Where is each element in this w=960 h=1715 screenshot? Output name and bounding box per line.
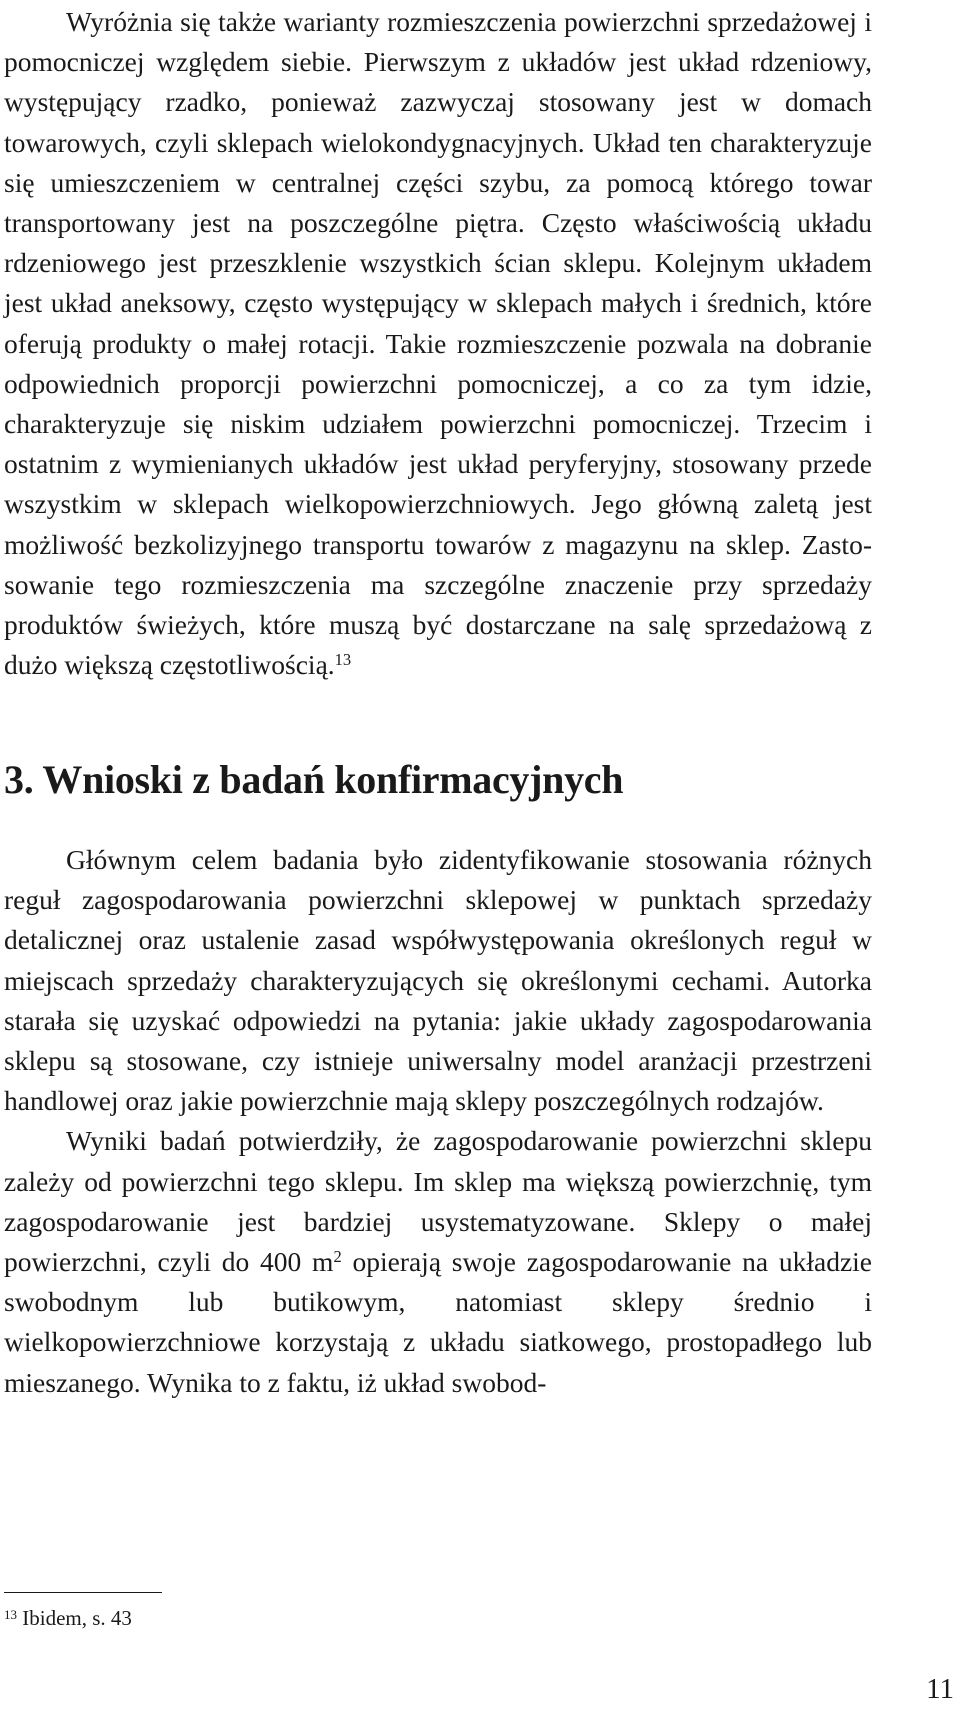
body-text-bottom [4, 840, 872, 1403]
section-heading: 3. Wnioski z badań konfirmacyjnych [4, 757, 624, 802]
footnote-separator [4, 1592, 162, 1593]
paragraph-text: Wyróżnia się także warianty rozmieszczenia powierzchni sprzedażowej i pomocniczej względem siebie. Pierwszym z układów jest układ rdzeniowy, występujący rzadko, ponieważ zazwyczaj stosowany jest w domach towarowych, czyli sklepach wielokondygnacyjnych. Układ ten charakteryzuje się umieszczeniem w centralnej części szybu, za pomocą którego towar transportowany jest na poszczególne piętra. Często właściwością układu rdzeniowego jest przeszklenie wszystkich ścian sklepu. Kolejnym układem jest układ aneksowy, często występujący w sklepach małych i średnich, które oferują produkty o małej rotacji. Takie rozmieszczenie pozwala na dobranie odpowiednich proporcji powierzchni pomocniczej, a co za tym idzie, charakteryzuje się niskim udziałem powierzchni pomocniczej. Trzecim i ostatnim z wymienianych układów jest układ peryferyjny, stosowany przede wszystkim w sklepach wielkopowierzchniowych. Jego główną zaletą jest możliwość bezkolizyjnego transportu towarów z magazynu na sklep. Zastosowanie tego rozmieszczenia ma szczególne znaczenie przy sprzedaży produktów świeżych, które muszą być dostarczane na salę sprzedażową z dużo większą częstotliwością. [4, 6, 872, 681]
paragraph [4, 1121, 872, 1402]
footnote [4, 1604, 132, 1632]
footnote-reference[interactable]: 13 [334, 650, 352, 670]
body-text-top [4, 2, 872, 685]
footnote-text: Ibidem, s. 43 [17, 1606, 132, 1630]
paragraph-text: Wyniki badań potwierdziły, że zagospodarowanie powierzchni sklepu zależy od powierzchni tego sklepu. Im sklep ma większą powierzchnię, tym zagospodarowanie jest bardziej usystematyzowane. Sklepy o małej powierzchni, czyli do 400 m [4, 1125, 872, 1278]
paragraph: Głównym celem badania było zidentyfikowanie stosowania różnych reguł zagospodarowania powierzchni sklepowej w punktach sprzedaży detalicznej oraz ustalenie zasad współwystępowania określonych reguł w miejscach sprzedaży charakteryzujących się określonymi cechami. Autorka starała się uzyskać odpowiedzi na pytania: jakie układy zagospodarowania sklepu są stosowane, czy istnieje uniwersalny model aranżacji przestrzeni handlowej oraz jakie powierzchnie mają sklepy poszczególnych rodzajów. [4, 844, 872, 1117]
paragraph-text: opierają swoje zagospodarowanie na układzie swobodnym lub butikowym, natomiast sklepy średnio i wielkopowierzchniowe korzystają z układu siatkowego, prostopadłego lub mieszanego. Wynika to z faktu, iż układ swobod- [4, 1246, 872, 1398]
superscript: 2 [333, 1246, 342, 1266]
paragraph [4, 2, 872, 685]
footnote-number: 13 [4, 1606, 18, 1622]
page-number: 11 [926, 1673, 954, 1705]
